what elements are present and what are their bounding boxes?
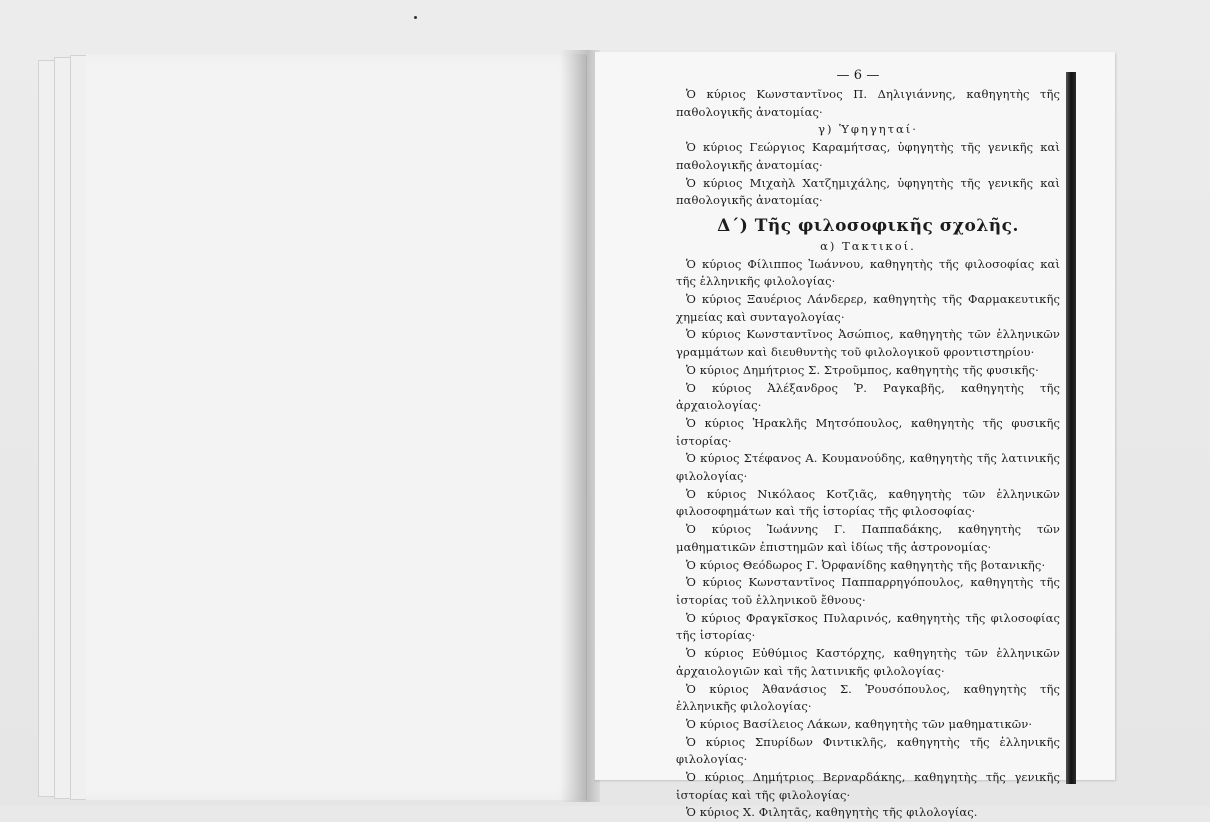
section-title: Δ΄) Τῆς φιλοσοφικῆς σχολῆς. <box>717 215 1019 236</box>
subhead-alpha: α) Τακτικοί. <box>820 238 916 253</box>
subhead-gamma: γ) Ὑφηγηταί· <box>818 122 918 137</box>
bleed-through-text <box>156 94 576 774</box>
entry: Ὁ κύριος Δημήτριος Σ. Στροῦμπος, καθηγητὴς τῆς φυσικῆς· <box>686 362 1039 377</box>
entry: Ὁ κύριος Εὐθύμιος Καστόρχης, καθηγητὴς τῶν ἑλληνικῶν ἀρχαιολογιῶν καὶ τῆς λατινικῆς φιλολογίας· <box>676 646 1060 678</box>
page-number: — 6 — <box>836 68 880 83</box>
entry: Ὁ κύριος Νικόλαος Κοτζιᾶς, καθηγητὴς τῶν ἑλληνικῶν φιλοσοφημάτων καὶ τῆς ἱστορίας τῆς φιλοσοφίας· <box>676 486 1060 519</box>
entry: Ὁ κύριος Βασίλειος Λάκων, καθηγητὴς τῶν μαθηματικῶν· <box>686 716 1033 731</box>
left-page <box>86 54 586 800</box>
entry: Ὁ κύριος Σπυρίδων Φιντικλῆς, καθηγητὴς τῆς ἑλληνικῆς φιλολογίας· <box>676 734 1060 767</box>
entry: Ὁ κύριος Φίλιππος Ἰωάννου, καθηγητὴς τῆς φιλοσοφίας καὶ τῆς ἑλληνικῆς φιλολογίας· <box>676 256 1060 289</box>
dust-speck <box>414 16 417 19</box>
page-edge-shadow <box>1066 72 1076 784</box>
entry: Ὁ κύριος Χ. Φιλητᾶς, καθηγητὴς τῆς φιλολογίας. <box>686 805 978 820</box>
entry: Ὁ κύριος Ἀλέξανδρος Ῥ. Ραγκαβῆς, καθηγητὴς τῆς ἀρχαιολογίας· <box>676 380 1060 413</box>
entry: Ὁ κύριος Στέφανος Α. Κουμανούδης, καθηγητὴς τῆς λατινικῆς φιλολογίας· <box>676 451 1060 484</box>
entry: Ὁ κύριος Θεόδωρος Γ. Ὀρφανίδης καθηγητὴς τῆς βοτανικῆς· <box>686 557 1046 572</box>
entry: Ὁ κύριος Ἡρακλῆς Μητσόπουλος, καθηγητὴς τῆς φυσικῆς ἱστορίας· <box>676 415 1060 448</box>
entry: Ὁ κύριος Κωνσταντῖνος Ἀσώπιος, καθηγητὴς τῶν ἑλληνικῶν γραμμάτων καὶ διευθυντὴς τοῦ φιλολογικοῦ φροντιστηρίου· <box>676 327 1060 360</box>
entry: Ὁ κύριος Ἰωάννης Γ. Παππαδάκης, καθηγητὴς τῶν μαθηματικῶν ἐπιστημῶν καὶ ἰδίως τῆς ἀστρονομίας· <box>676 522 1060 554</box>
entry: Ὁ κύριος Κωνσταντῖνος Π. Δηλιγιάννης, καθηγητὴς τῆς παθολογικῆς ἀνατομίας· <box>676 87 1060 119</box>
entry: Ὁ κύριος Δημήτριος Βερναρδάκης, καθηγητὴς τῆς γενικῆς ἱστορίας καὶ τῆς φιλολογίας· <box>676 770 1060 802</box>
entry: Ὁ κύριος Γεώργιος Καραμήτσας, ὑφηγητὴς τῆς γενικῆς καὶ παθολογικῆς ἀνατομίας· <box>676 140 1060 172</box>
page-text <box>676 66 1060 822</box>
entry: Ὁ κύριος Ἀθανάσιος Σ. Ῥουσόπουλος, καθηγητὴς τῆς ἑλληνικῆς φιλολογίας· <box>676 681 1060 714</box>
entry: Ὁ κύριος Κωνσταντῖνος Παππαρρηγόπουλος, καθηγητὴς τῆς ἱστορίας τοῦ ἑλληνικοῦ ἔθνους· <box>676 575 1060 607</box>
entry: Ὁ κύριος Ξαυέριος Λάνδερερ, καθηγητὴς τῆς Φαρμακευτικῆς χημείας καὶ συνταγολογίας· <box>676 292 1060 324</box>
entry: Ὁ κύριος Μιχαὴλ Χατζημιχάλης, ὑφηγητὴς τῆς γενικῆς καὶ παθολογικῆς ἀνατομίας· <box>676 175 1060 208</box>
entry: Ὁ κύριος Φραγκῖσκος Πυλαρινός, καθηγητὴς τῆς φιλοσοφίας τῆς ἱστορίας· <box>676 610 1060 643</box>
